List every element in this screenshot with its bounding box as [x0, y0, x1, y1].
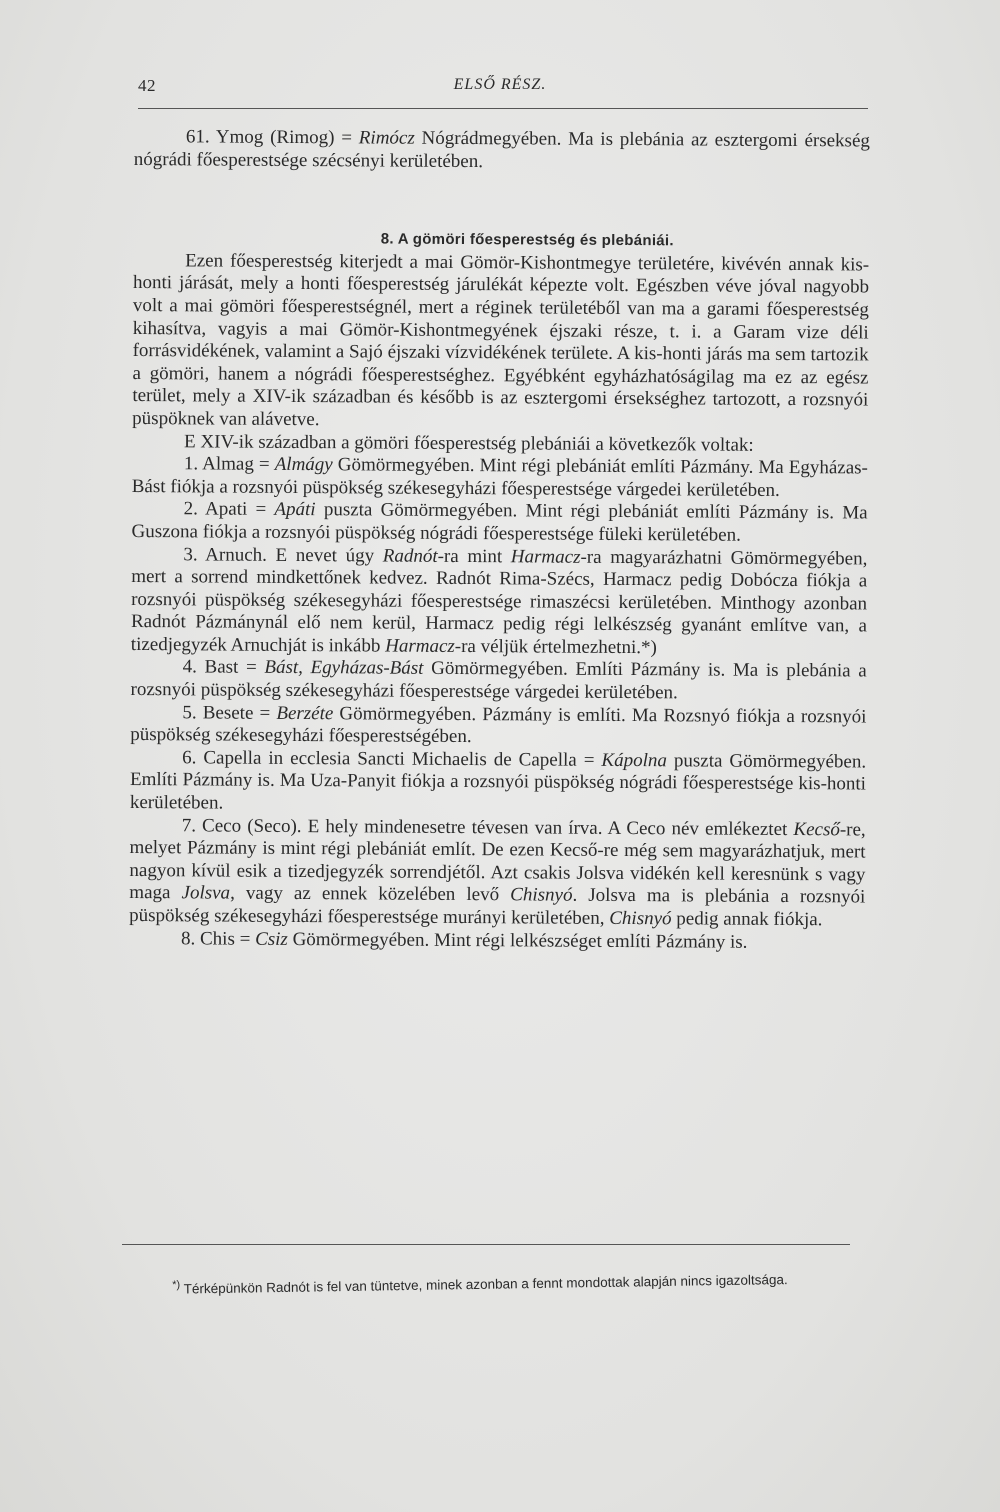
footnote-text: Térképünkön Radnót is fel van tüntetve, minek azonban a fennt mondottak alapján nincs igazoltsága. [180, 1272, 788, 1297]
entry-2-apati: 2. Apati = Apáti puszta Gömörmegyében. Mint régi plebániát említi Pázmány is. Ma Guszona fiókja a rozsnyói püspökség nógrádi főesperestsége füleki kerületében. [131, 498, 868, 546]
entry-7-ceco: 7. Ceco (Seco). E hely mindenesetre tévesen van írva. A Ceco név emlékeztet Kecső-re, melyet Pázmány is mint régi plebániát említ. De ezen Kecső-re még sem magyarázhatjuk, mert nagyon kívül esik a tizedjegyzék sorrendjétől. Azt csakis Jolsva vidékén kell keresnünk s vagy maga Jolsva, vagy az ennek közelében levő Chisnyó. Jolsva ma is plebánia a rozsnyói püspökség székesegyházi főesperestsége murányi kerületében, Chisnyó pedig annak fiókja. [129, 814, 866, 931]
footnote-mark: *) [172, 1279, 181, 1292]
section-heading: 8. A gömöri főesperestség és plebániái. [380, 230, 674, 250]
section-intro-paragraph: Ezen főesperestség kiterjedt a mai Gömör-Kishontmegye területére, kivévén annak kis-honti járását, mely a honti főesperestség járulékát képezte volt. Egészben véve jóval nagyobb volt a mai gömöri főesperestségnél, mert a réginek területéből van ma a garami főesperestség kihasítva, vagyis a mai Gömör-Kishontmegyének éjszaki része, t. i. a Garam vize déli forrásvidékének, valamint a Sajó éjszaki vízvidékének területe. A kis-honti járás ma sem tartozik a gömöri, hanem a nógrádi főesperestséghez. Egyébként egyházhatóságilag ma ez az egész terület, mely a XIV-ik században és később is az esztergomi érsekséghez tartozott, a rozsnyói püspöknek van alávetve. [132, 250, 870, 431]
entry-5-besete: 5. Besete = Berzéte Gömörmegyében. Pázmány is említi. Ma Rozsnyó fiókja a rozsnyói püspökség székesegyházi főesperestségében. [130, 701, 867, 748]
entry-3-arnuch: 3. Arnuch. E nevet úgy Radnót-ra mint Harmacz-ra magyarázhatni Gömörmegyében, mert a sorrend mindkettőnek kedvez. Radnót Rima-Szécs, Harmacz pedig Dobócza fiókja a rozsnyói püspökség székesegyházi főesperestsége rimaszécsi kerületében. Minthogy azonban Radnót Pázmánynál elő nem kerül, Harmacz pedig régi lelkészség gyanánt említve van, a tizedjegyzék Arnuchját is inkább Harmacz-ra véljük értelmezhetni.*) [130, 543, 868, 659]
page-number: 42 [138, 76, 156, 95]
footnote-rule [122, 1244, 850, 1245]
entry-61: 61. Ymog (Rimog) = Rimócz Nógrádmegyében. Ma is plebánia az esztergomi érsekség nógrádi főesperestsége szécsényi kerületében. [133, 126, 870, 172]
entry-6-capella: 6. Capella in ecclesia Sancti Michaelis de Capella = Kápolna puszta Gömörmegyében. Említi Pázmány is. Ma Uza-Panyit fiókja a rozsnyói püspökség nógrádi főesperestsége kis-honti kerületében. [129, 747, 867, 814]
header-rule [138, 108, 868, 109]
body-text [129, 126, 870, 955]
section-intro-list-lead: E XIV-ik században a gömöri főesperestség plebániái a következők voltak: [184, 430, 754, 456]
entry-1-almag: 1. Almag = Almágy Gömörmegyében. Mint régi plebániát említi Pázmány. Ma Egyházas-Bást fiókja a rozsnyói püspökség székesegyházi főesperestsége várgedei kerületében. [131, 453, 868, 501]
running-head: ELSŐ RÉSZ. [453, 76, 547, 93]
entry-8-chis: 8. Chis = Csiz Gömörmegyében. Mint régi lelkészséget említi Pázmány is. [180, 927, 748, 953]
footnote [120, 1264, 860, 1300]
entry-4-bast: 4. Bast = Bást, Egyházas-Bást Gömörmegyében. Említi Pázmány is. Ma is plebánia a rozsnyói püspökség székesegyházi főesperestsége várgedei kerületében. [130, 656, 867, 704]
